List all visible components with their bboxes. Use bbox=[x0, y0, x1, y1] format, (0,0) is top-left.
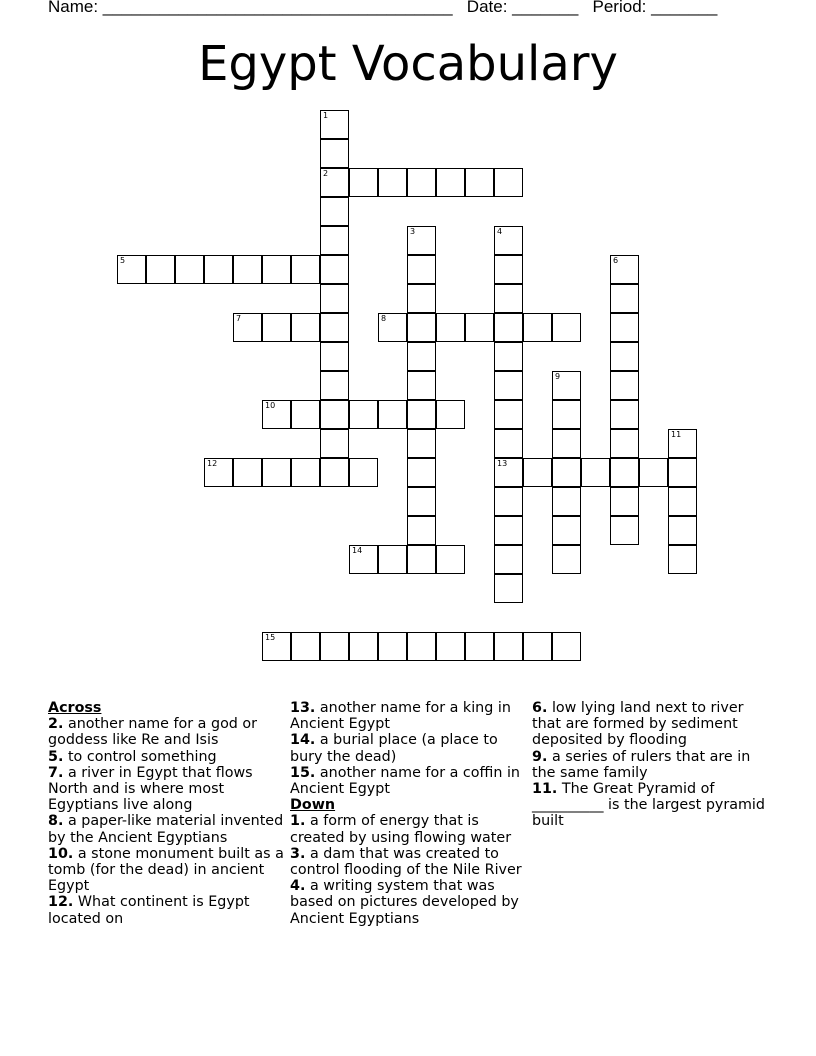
clue-text: another name for a coffin in Ancient Egypt bbox=[290, 764, 520, 798]
name-blank[interactable]: _____________________________________ bbox=[102, 0, 453, 16]
crossword-cell[interactable] bbox=[465, 168, 494, 197]
clue-item bbox=[290, 765, 528, 797]
clue-item bbox=[48, 846, 286, 895]
crossword-cell[interactable] bbox=[407, 255, 436, 284]
crossword-cell[interactable] bbox=[407, 458, 436, 487]
clue-number: 12 bbox=[207, 459, 218, 468]
crossword-cell[interactable] bbox=[668, 516, 697, 545]
crossword-cell[interactable] bbox=[175, 255, 204, 284]
crossword-cell[interactable] bbox=[494, 342, 523, 371]
crossword-cell[interactable] bbox=[610, 458, 639, 487]
crossword-cell[interactable] bbox=[407, 545, 436, 574]
crossword-cell[interactable] bbox=[494, 516, 523, 545]
clue-text: a stone monument built as a tomb (for the dead) in ancient Egypt bbox=[48, 845, 284, 895]
crossword-cell[interactable] bbox=[494, 545, 523, 574]
clue-number: 11. bbox=[532, 781, 558, 798]
crossword-cell[interactable] bbox=[204, 458, 233, 487]
crossword-cell[interactable] bbox=[320, 429, 349, 458]
clue-text: a dam that was created to control flooding of the Nile River bbox=[290, 845, 522, 879]
clue-item bbox=[290, 700, 528, 732]
crossword-cell[interactable] bbox=[262, 632, 291, 661]
crossword-cell[interactable] bbox=[494, 574, 523, 603]
name-label: Name: bbox=[48, 0, 103, 16]
clue-number: 1 bbox=[323, 111, 329, 120]
crossword-cell[interactable] bbox=[291, 632, 320, 661]
crossword-cell[interactable] bbox=[320, 284, 349, 313]
clue-number: 13. bbox=[290, 700, 316, 716]
crossword-cell[interactable] bbox=[117, 255, 146, 284]
crossword-cell[interactable] bbox=[320, 255, 349, 284]
crossword-cell[interactable] bbox=[320, 139, 349, 168]
down-clue-list-continued bbox=[532, 700, 770, 830]
crossword-cell[interactable] bbox=[465, 313, 494, 342]
down-clue-list bbox=[290, 813, 528, 926]
crossword-cell[interactable] bbox=[552, 516, 581, 545]
clue-number: 2 bbox=[323, 169, 329, 178]
crossword-cell[interactable] bbox=[436, 545, 465, 574]
crossword-cell[interactable] bbox=[552, 429, 581, 458]
crossword-cell[interactable] bbox=[407, 400, 436, 429]
crossword-cell[interactable] bbox=[262, 458, 291, 487]
clue-item bbox=[48, 765, 286, 814]
crossword-cell[interactable] bbox=[320, 197, 349, 226]
crossword-cell[interactable] bbox=[291, 458, 320, 487]
crossword-cell[interactable] bbox=[436, 168, 465, 197]
crossword-cell[interactable] bbox=[610, 429, 639, 458]
down-heading: Down bbox=[290, 797, 336, 814]
crossword-cell[interactable] bbox=[523, 632, 552, 661]
crossword-cell[interactable] bbox=[610, 342, 639, 371]
crossword-cell[interactable] bbox=[610, 400, 639, 429]
crossword-cell[interactable] bbox=[494, 313, 523, 342]
crossword-cell[interactable] bbox=[494, 429, 523, 458]
crossword-cell[interactable] bbox=[407, 487, 436, 516]
crossword-cell[interactable] bbox=[436, 400, 465, 429]
crossword-cell[interactable] bbox=[407, 313, 436, 342]
date-blank[interactable]: _______ bbox=[512, 0, 579, 16]
crossword-cell[interactable] bbox=[552, 371, 581, 400]
clue-number: 14. bbox=[290, 732, 316, 749]
crossword-cell[interactable] bbox=[407, 371, 436, 400]
crossword-cell[interactable] bbox=[610, 516, 639, 545]
crossword-cell[interactable] bbox=[233, 458, 262, 487]
clue-number: 8 bbox=[381, 314, 387, 323]
clue-number: 11 bbox=[671, 430, 682, 439]
clue-number: 5 bbox=[120, 256, 126, 265]
crossword-cell[interactable] bbox=[552, 632, 581, 661]
clue-number: 9 bbox=[555, 372, 561, 381]
crossword-cell[interactable] bbox=[291, 400, 320, 429]
clue-item bbox=[290, 732, 528, 764]
clue-number: 8. bbox=[48, 813, 64, 830]
crossword-cell[interactable] bbox=[494, 226, 523, 255]
crossword-cell[interactable] bbox=[668, 487, 697, 516]
crossword-cell[interactable] bbox=[639, 458, 668, 487]
clue-item bbox=[532, 700, 770, 749]
crossword-cell[interactable] bbox=[407, 226, 436, 255]
crossword-cell[interactable] bbox=[407, 284, 436, 313]
across-clue-list bbox=[48, 716, 286, 927]
crossword-cell[interactable] bbox=[407, 632, 436, 661]
crossword-cell[interactable] bbox=[204, 255, 233, 284]
across-heading: Across bbox=[48, 700, 102, 716]
period-label: Period: bbox=[592, 0, 652, 16]
clue-number: 6 bbox=[613, 256, 619, 265]
crossword-cell[interactable] bbox=[378, 632, 407, 661]
across-clue-list-continued bbox=[290, 700, 528, 797]
crossword-cell[interactable] bbox=[349, 458, 378, 487]
crossword-cell[interactable] bbox=[378, 168, 407, 197]
crossword-cell[interactable] bbox=[146, 255, 175, 284]
crossword-cell[interactable] bbox=[291, 255, 320, 284]
crossword-cell[interactable] bbox=[320, 632, 349, 661]
crossword-cell[interactable] bbox=[349, 545, 378, 574]
crossword-cell[interactable] bbox=[320, 110, 349, 139]
crossword-cell[interactable] bbox=[378, 400, 407, 429]
crossword-cell[interactable] bbox=[291, 313, 320, 342]
clue-text: What continent is Egypt located on bbox=[48, 894, 250, 927]
crossword-cell[interactable] bbox=[494, 371, 523, 400]
clue-number: 4. bbox=[290, 878, 306, 895]
crossword-cell[interactable] bbox=[407, 516, 436, 545]
crossword-cell[interactable] bbox=[494, 168, 523, 197]
crossword-cell[interactable] bbox=[610, 371, 639, 400]
clue-text: a writing system that was based on pictures developed by Ancient Egyptians bbox=[290, 878, 519, 927]
clue-item bbox=[48, 813, 286, 845]
crossword-cell[interactable] bbox=[494, 487, 523, 516]
clue-number: 4 bbox=[497, 227, 503, 236]
clue-text: a series of rulers that are in the same family bbox=[532, 748, 751, 781]
clue-number: 13 bbox=[497, 459, 508, 468]
clue-number: 7 bbox=[236, 314, 242, 323]
crossword-cell[interactable] bbox=[436, 632, 465, 661]
clue-text: a form of energy that is created by using flowing water bbox=[290, 813, 512, 846]
crossword-cell[interactable] bbox=[407, 168, 436, 197]
crossword-cell[interactable] bbox=[610, 255, 639, 284]
crossword-cell[interactable] bbox=[552, 313, 581, 342]
clues-column-3 bbox=[532, 700, 770, 830]
crossword-cell[interactable] bbox=[523, 313, 552, 342]
crossword-cell[interactable] bbox=[668, 429, 697, 458]
crossword-cell[interactable] bbox=[465, 632, 494, 661]
clue-item bbox=[48, 894, 286, 926]
crossword-cell[interactable] bbox=[320, 342, 349, 371]
clue-text: low lying land next to river that are formed by sediment deposited by flooding bbox=[532, 700, 744, 749]
clue-text: to control something bbox=[67, 748, 217, 765]
clue-item bbox=[532, 781, 770, 830]
clue-text: another name for a god or goddess like Re and Isis bbox=[48, 716, 258, 749]
clue-number: 9. bbox=[532, 748, 548, 765]
crossword-cell[interactable] bbox=[523, 458, 552, 487]
clue-text: a paper-like material invented by the Ancient Egyptians bbox=[48, 813, 284, 846]
clue-item bbox=[532, 749, 770, 781]
crossword-cell[interactable] bbox=[262, 313, 291, 342]
crossword-cell[interactable] bbox=[494, 255, 523, 284]
clues-column-2 bbox=[290, 700, 528, 927]
clue-number: 3 bbox=[410, 227, 416, 236]
crossword-cell[interactable] bbox=[320, 371, 349, 400]
clue-number: 7. bbox=[48, 764, 64, 781]
clues-column-1 bbox=[48, 700, 286, 927]
crossword-cell[interactable] bbox=[320, 226, 349, 255]
crossword-cell[interactable] bbox=[407, 429, 436, 458]
clue-number: 10 bbox=[265, 401, 276, 410]
clue-number: 10. bbox=[48, 845, 74, 862]
clue-number: 12. bbox=[48, 894, 74, 911]
crossword-cell[interactable] bbox=[349, 168, 378, 197]
crossword-cell[interactable] bbox=[262, 255, 291, 284]
crossword-cell[interactable] bbox=[581, 458, 610, 487]
crossword-cell[interactable] bbox=[494, 284, 523, 313]
crossword-cell[interactable] bbox=[349, 400, 378, 429]
crossword-cell[interactable] bbox=[552, 545, 581, 574]
crossword-cell[interactable] bbox=[494, 400, 523, 429]
crossword-cell[interactable] bbox=[494, 632, 523, 661]
clue-text: The Great Pyramid of __________ is the largest pyramid built bbox=[532, 781, 765, 830]
clue-text: another name for a king in Ancient Egypt bbox=[290, 700, 511, 733]
crossword-cell[interactable] bbox=[610, 284, 639, 313]
crossword-cell[interactable] bbox=[262, 400, 291, 429]
crossword-cell[interactable] bbox=[610, 313, 639, 342]
clue-number: 6. bbox=[532, 700, 548, 716]
clue-item bbox=[290, 878, 528, 927]
clue-number: 1. bbox=[290, 813, 306, 830]
crossword-cell[interactable] bbox=[378, 545, 407, 574]
crossword-cell[interactable] bbox=[378, 313, 407, 342]
clue-item bbox=[290, 846, 528, 878]
crossword-cell[interactable] bbox=[552, 487, 581, 516]
crossword-cell[interactable] bbox=[349, 632, 378, 661]
clue-item bbox=[48, 716, 286, 748]
crossword-cell[interactable] bbox=[668, 458, 697, 487]
crossword-cell[interactable] bbox=[320, 168, 349, 197]
crossword-cell[interactable] bbox=[320, 400, 349, 429]
crossword-cell[interactable] bbox=[407, 342, 436, 371]
crossword-cell[interactable] bbox=[233, 313, 262, 342]
date-label: Date: bbox=[466, 0, 513, 16]
period-blank[interactable]: _______ bbox=[651, 0, 718, 16]
clue-item bbox=[48, 749, 286, 765]
crossword-cell[interactable] bbox=[552, 458, 581, 487]
crossword-cell[interactable] bbox=[320, 313, 349, 342]
clue-text: a burial place (a place to bury the dead) bbox=[290, 732, 498, 765]
crossword-cell[interactable] bbox=[320, 458, 349, 487]
crossword-cell[interactable] bbox=[668, 545, 697, 574]
crossword-cell[interactable] bbox=[436, 313, 465, 342]
page-title: Egypt Vocabulary bbox=[198, 36, 618, 92]
crossword-cell[interactable] bbox=[233, 255, 262, 284]
clue-number: 5. bbox=[48, 748, 64, 765]
clue-number: 14 bbox=[352, 546, 363, 555]
clue-item bbox=[290, 813, 528, 845]
crossword-cell[interactable] bbox=[494, 458, 523, 487]
clue-number: 2. bbox=[48, 716, 64, 733]
clue-number: 15 bbox=[265, 633, 276, 642]
clue-number: 15. bbox=[290, 764, 316, 781]
clue-number: 3. bbox=[290, 845, 306, 862]
crossword-cell[interactable] bbox=[610, 487, 639, 516]
crossword-cell[interactable] bbox=[552, 400, 581, 429]
clue-text: a river in Egypt that flows North and is where most Egyptians live along bbox=[48, 764, 253, 814]
